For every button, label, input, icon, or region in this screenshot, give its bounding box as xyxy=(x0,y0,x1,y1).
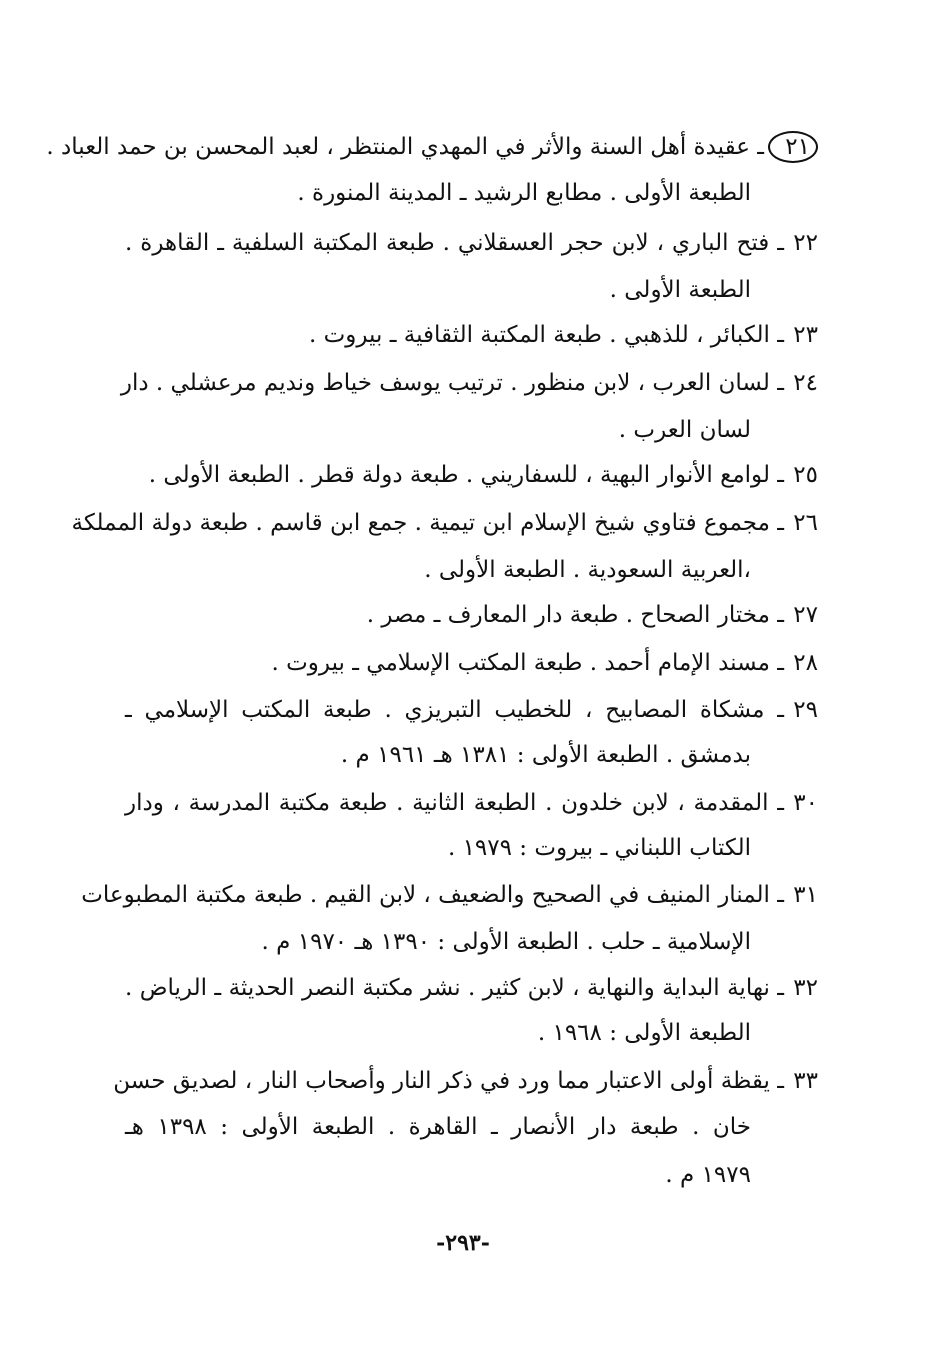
entry-number: ٢٥ xyxy=(793,462,818,488)
entry-23-line-1 xyxy=(309,320,818,350)
entry-27-line-1 xyxy=(367,600,818,630)
entry-text: ـ المنار المنيف في الصحيح والضعيف ، لابن القيم . طبعة مكتبة المطبوعات xyxy=(81,882,784,908)
entry-number: ٣٢ xyxy=(793,975,818,1001)
entry-number: ٣٠ xyxy=(793,790,818,816)
entry-text: ـ مختار الصحاح . طبعة دار المعارف ـ مصر . xyxy=(366,602,784,628)
entry-22-line-1 xyxy=(125,228,818,258)
entry-29-line-2: بدمشق . الطبعة الأولى : ١٣٨١ هـ ١٩٦١ م . xyxy=(340,742,751,768)
entry-25-line-1 xyxy=(149,460,818,490)
entry-text: ـ الكبائر ، للذهبي . طبعة المكتبة الثقافية ـ بيروت . xyxy=(308,322,784,348)
entry-number: ٣١ xyxy=(793,882,818,908)
entry-26-line-1 xyxy=(71,508,818,538)
entry-21-line-1 xyxy=(46,131,818,163)
entry-number: ٢٢ xyxy=(793,230,818,256)
entry-30-line-1 xyxy=(125,788,818,818)
entry-number: ٢٣ xyxy=(793,322,818,348)
entry-text: ـ المقدمة ، لابن خلدون . الطبعة الثانية . طبعة مكتبة المدرسة ، ودار xyxy=(125,790,784,816)
entry-24-line-1 xyxy=(120,368,818,398)
entry-32-line-2: الطبعة الأولى : ١٩٦٨ . xyxy=(537,1020,751,1046)
entry-28-line-1 xyxy=(272,648,819,678)
entry-text: ـ مسند الإمام أحمد . طبعة المكتب الإسلامي ـ بيروت . xyxy=(271,650,784,676)
entry-number: ٢٤ xyxy=(793,370,818,396)
entry-text: ـ فتح الباري ، لابن حجر العسقلاني . طبعة المكتبة السلفية ـ القاهرة . xyxy=(125,230,784,256)
entry-24-line-2: لسان العرب . xyxy=(618,417,751,443)
entry-text: ـ يقظة أولى الاعتبار مما ورد في ذكر النار وأصحاب النار ، لصديق حسن xyxy=(113,1068,784,1094)
entry-33-line-1 xyxy=(113,1066,818,1096)
entry-21-line-2: الطبعة الأولى . مطابع الرشيد ـ المدينة المنورة . xyxy=(297,180,751,206)
entry-text: ـ لوامع الأنوار البهية ، للسفاريني . طبعة دولة قطر . الطبعة الأولى . xyxy=(148,462,784,488)
entry-text: ـ مجموع فتاوي شيخ الإسلام ابن تيمية . جمع ابن قاسم . طبعة دولة المملكة xyxy=(71,510,784,536)
entry-30-line-2: الكتاب اللبناني ـ بيروت : ١٩٧٩ . xyxy=(447,835,751,861)
entry-number: ٢٩ xyxy=(793,697,818,723)
entry-number: ٣٣ xyxy=(793,1068,818,1094)
page-number: -٢٩٣- xyxy=(436,1230,490,1256)
entry-number: ٢٧ xyxy=(793,602,818,628)
entry-number-circled: ٢١ xyxy=(768,131,818,163)
entry-22-line-2: الطبعة الأولى . xyxy=(609,277,751,303)
entry-33-line-2: خان . طبعة دار الأنصار ـ القاهرة . الطبعة الأولى : ١٣٩٨ هـ xyxy=(125,1114,751,1140)
entry-text: ـ لسان العرب ، لابن منظور . ترتيب يوسف خياط ونديم مرعشلي . دار xyxy=(120,370,784,396)
entry-number: ٢٦ xyxy=(793,510,818,536)
entry-31-line-1 xyxy=(81,880,818,910)
entry-text: ـ عقيدة أهل السنة والأثر في المهدي المنتظر ، لعبد المحسن بن حمد العباد . xyxy=(46,134,764,160)
entry-32-line-1 xyxy=(125,973,818,1003)
entry-number: ٢٨ xyxy=(793,650,818,676)
entry-33-line-3: ١٩٧٩ م . xyxy=(665,1162,751,1188)
entry-29-line-1 xyxy=(125,695,818,725)
entry-31-line-2: الإسلامية ـ حلب . الطبعة الأولى : ١٣٩٠ هـ ١٩٧٠ م . xyxy=(261,929,751,955)
entry-text: ـ نهاية البداية والنهاية ، لابن كثير . نشر مكتبة النصر الحديثة ـ الرياض . xyxy=(125,975,784,1001)
entry-text: ـ مشكاة المصابيح ، للخطيب التبريزي . طبعة المكتب الإسلامي ـ xyxy=(125,697,784,723)
entry-26-line-2: ،العربية السعودية . الطبعة الأولى . xyxy=(424,557,751,583)
